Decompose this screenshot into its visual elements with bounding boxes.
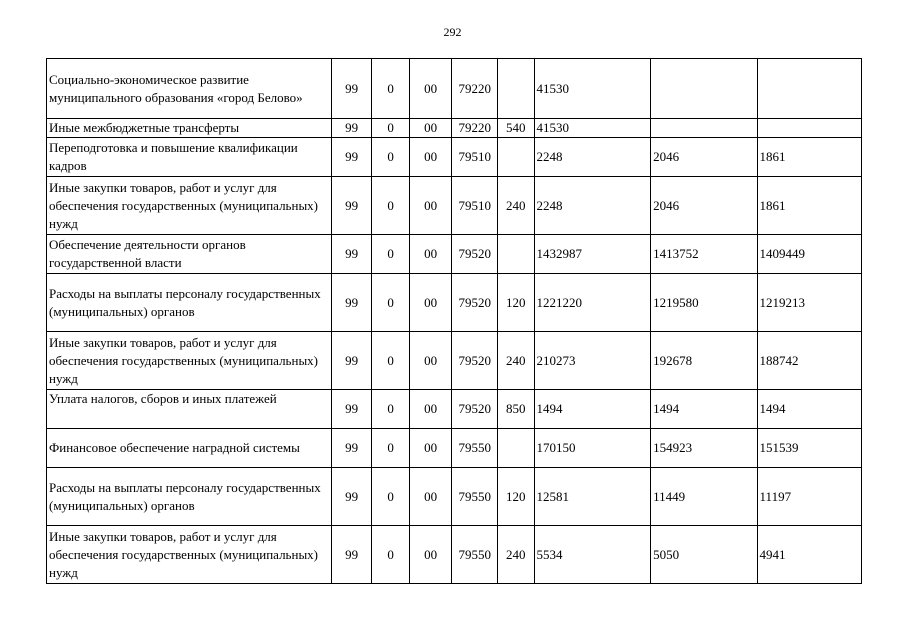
code-program: 99 xyxy=(331,138,372,177)
code-subprogram: 0 xyxy=(372,235,410,274)
code-expense-type: 240 xyxy=(498,177,534,235)
amount-year-1: 2248 xyxy=(534,138,651,177)
amount-year-1: 5534 xyxy=(534,526,651,584)
code-program: 99 xyxy=(331,468,372,526)
table-row xyxy=(47,59,862,119)
amount-year-2: 1413752 xyxy=(651,235,757,274)
page-number: 292 xyxy=(443,25,462,39)
code-program: 99 xyxy=(331,390,372,429)
table-row xyxy=(47,468,862,526)
amount-year-1: 2248 xyxy=(534,177,651,235)
amount-year-3: 151539 xyxy=(757,429,861,468)
amount-year-1: 12581 xyxy=(534,468,651,526)
amount-year-1: 1494 xyxy=(534,390,651,429)
code-direction: 79220 xyxy=(452,119,498,138)
row-name: Иные закупки товаров, работ и услуг для обеспечения государственных (муниципальных) нужд xyxy=(47,332,332,390)
amount-year-1: 170150 xyxy=(534,429,651,468)
code-program: 99 xyxy=(331,332,372,390)
amount-year-3 xyxy=(757,59,861,119)
code-program: 99 xyxy=(331,274,372,332)
code-subprogram: 0 xyxy=(372,138,410,177)
amount-year-2: 5050 xyxy=(651,526,757,584)
row-name: Расходы на выплаты персоналу государственных (муниципальных) органов xyxy=(47,468,332,526)
budget-table xyxy=(46,58,862,584)
code-main-event: 00 xyxy=(409,119,452,138)
code-direction: 79520 xyxy=(452,274,498,332)
code-expense-type xyxy=(498,429,534,468)
amount-year-1: 41530 xyxy=(534,119,651,138)
row-name: Социально-экономическое развитие муниципального образования «город Белово» xyxy=(47,59,332,119)
amount-year-2: 2046 xyxy=(651,177,757,235)
code-subprogram: 0 xyxy=(372,468,410,526)
code-expense-type xyxy=(498,235,534,274)
code-program: 99 xyxy=(331,526,372,584)
code-subprogram: 0 xyxy=(372,59,410,119)
amount-year-1: 210273 xyxy=(534,332,651,390)
code-direction: 79520 xyxy=(452,390,498,429)
table-row xyxy=(47,235,862,274)
code-expense-type xyxy=(498,59,534,119)
code-expense-type: 850 xyxy=(498,390,534,429)
code-direction: 79510 xyxy=(452,138,498,177)
code-main-event: 00 xyxy=(409,390,452,429)
amount-year-2: 192678 xyxy=(651,332,757,390)
table-row xyxy=(47,274,862,332)
code-subprogram: 0 xyxy=(372,526,410,584)
code-subprogram: 0 xyxy=(372,119,410,138)
code-direction: 79520 xyxy=(452,332,498,390)
code-expense-type xyxy=(498,138,534,177)
code-expense-type: 540 xyxy=(498,119,534,138)
table-row xyxy=(47,390,862,429)
code-program: 99 xyxy=(331,429,372,468)
code-subprogram: 0 xyxy=(372,177,410,235)
row-name: Иные закупки товаров, работ и услуг для обеспечения государственных (муниципальных) нужд xyxy=(47,526,332,584)
amount-year-3: 1861 xyxy=(757,177,861,235)
code-main-event: 00 xyxy=(409,274,452,332)
amount-year-2: 1219580 xyxy=(651,274,757,332)
amount-year-1: 1221220 xyxy=(534,274,651,332)
code-main-event: 00 xyxy=(409,59,452,119)
code-main-event: 00 xyxy=(409,429,452,468)
code-main-event: 00 xyxy=(409,138,452,177)
amount-year-3: 1861 xyxy=(757,138,861,177)
code-expense-type: 240 xyxy=(498,332,534,390)
code-main-event: 00 xyxy=(409,526,452,584)
code-main-event: 00 xyxy=(409,332,452,390)
row-name: Уплата налогов, сборов и иных платежей xyxy=(47,390,332,429)
row-name: Иные закупки товаров, работ и услуг для обеспечения государственных (муниципальных) нужд xyxy=(47,177,332,235)
row-name: Финансовое обеспечение наградной системы xyxy=(47,429,332,468)
amount-year-3: 4941 xyxy=(757,526,861,584)
amount-year-3: 1409449 xyxy=(757,235,861,274)
amount-year-2: 154923 xyxy=(651,429,757,468)
amount-year-2 xyxy=(651,119,757,138)
table-row xyxy=(47,177,862,235)
amount-year-3: 1219213 xyxy=(757,274,861,332)
code-program: 99 xyxy=(331,235,372,274)
amount-year-3 xyxy=(757,119,861,138)
code-direction: 79550 xyxy=(452,468,498,526)
code-direction: 79220 xyxy=(452,59,498,119)
amount-year-3: 188742 xyxy=(757,332,861,390)
amount-year-1: 41530 xyxy=(534,59,651,119)
code-program: 99 xyxy=(331,177,372,235)
table-row xyxy=(47,138,862,177)
code-program: 99 xyxy=(331,59,372,119)
amount-year-1: 1432987 xyxy=(534,235,651,274)
amount-year-3: 1494 xyxy=(757,390,861,429)
code-program: 99 xyxy=(331,119,372,138)
code-main-event: 00 xyxy=(409,235,452,274)
code-expense-type: 120 xyxy=(498,274,534,332)
amount-year-2 xyxy=(651,59,757,119)
code-direction: 79550 xyxy=(452,429,498,468)
code-main-event: 00 xyxy=(409,177,452,235)
code-subprogram: 0 xyxy=(372,390,410,429)
row-name: Иные межбюджетные трансферты xyxy=(47,119,332,138)
code-subprogram: 0 xyxy=(372,429,410,468)
code-expense-type: 240 xyxy=(498,526,534,584)
code-subprogram: 0 xyxy=(372,332,410,390)
amount-year-2: 1494 xyxy=(651,390,757,429)
row-name: Расходы на выплаты персоналу государственных (муниципальных) органов xyxy=(47,274,332,332)
code-main-event: 00 xyxy=(409,468,452,526)
code-subprogram: 0 xyxy=(372,274,410,332)
amount-year-2: 2046 xyxy=(651,138,757,177)
code-direction: 79520 xyxy=(452,235,498,274)
row-name: Переподготовка и повышение квалификации кадров xyxy=(47,138,332,177)
amount-year-3: 11197 xyxy=(757,468,861,526)
row-name: Обеспечение деятельности органов государственной власти xyxy=(47,235,332,274)
code-expense-type: 120 xyxy=(498,468,534,526)
table-row xyxy=(47,119,862,138)
table-row xyxy=(47,526,862,584)
code-direction: 79510 xyxy=(452,177,498,235)
table-row xyxy=(47,429,862,468)
table-row xyxy=(47,332,862,390)
code-direction: 79550 xyxy=(452,526,498,584)
amount-year-2: 11449 xyxy=(651,468,757,526)
